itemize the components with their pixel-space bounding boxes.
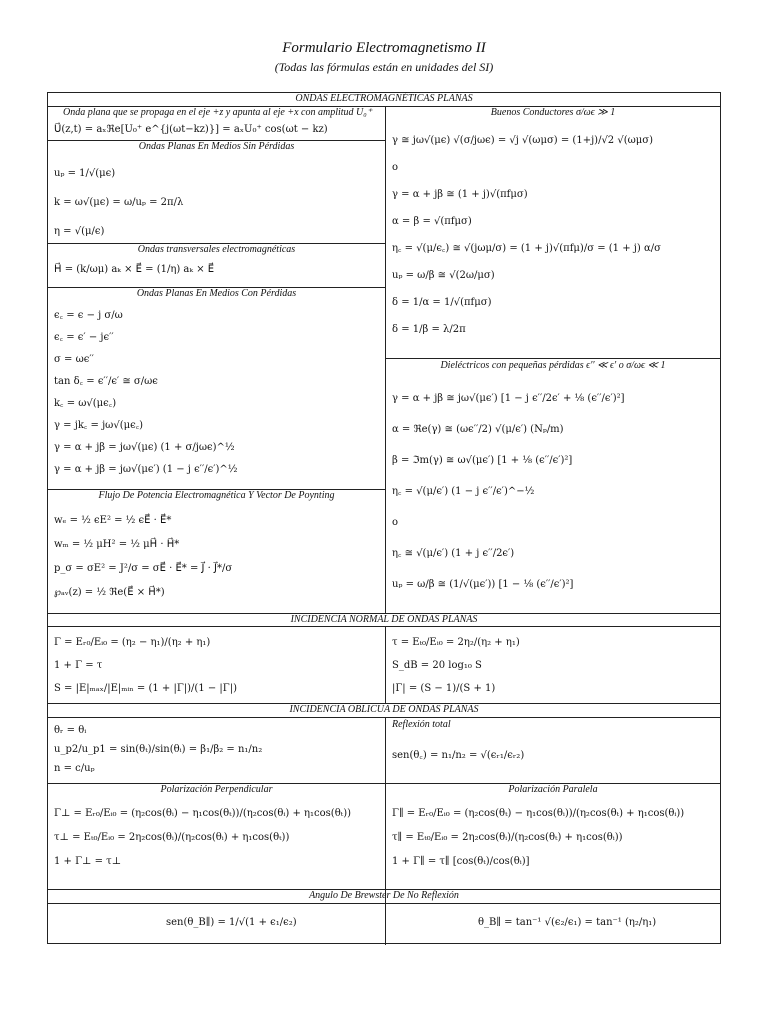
formula-line: Γ = Eᵣ₀/Eᵢ₀ = (η₂ − η₁)/(η₂ + η₁) <box>54 637 211 648</box>
formula-line: δ = 1/β = λ/2π <box>392 324 466 335</box>
formula-line: U⃗(z,t) = aₓℜe[U₀⁺ e^{j(ωt−kz)}] = aₓU₀⁺ cos(ωt − kz) <box>54 124 328 135</box>
formula-line: η = √(μ/ϵ) <box>54 226 105 237</box>
subhead-dielectricos: Dieléctricos con pequeñas pérdidas ϵ′′ ≪ ϵ′ o σ/ωϵ ≪ 1 <box>440 360 666 371</box>
formula-line: sen(θ꜀) = n₁/n₂ = √(ϵᵣ₁/ϵᵣ₂) <box>392 750 525 761</box>
document-title: Formulario Electromagnetismo II <box>282 40 486 56</box>
subhead-perpendicular: Polarización Perpendicular <box>160 784 273 795</box>
formula-group-poynting <box>54 509 232 605</box>
section-header-ondas: ONDAS ELECTROMAGNÉTICAS PLANAS <box>295 93 473 104</box>
subhead-paralela: Polarización Paralela <box>508 784 598 795</box>
formula-line: β = ℑm(γ) ≅ ω√(μϵ′) [1 + ⅛ (ϵ′′/ϵ′)²] <box>392 455 573 466</box>
formula-line: u_p2/u_p1 = sin(θₜ)/sin(θᵢ) = β₁/β₂ = n₁/n₂ <box>54 744 263 755</box>
formula-group-con-perdidas <box>54 305 237 481</box>
document-subtitle: (Todas las fórmulas están en unidades del SI) <box>274 60 494 74</box>
divider <box>385 358 720 359</box>
formula-line: δ = 1/α = 1/√(πfμσ) <box>392 297 492 308</box>
subhead-poynting: Flujo De Potencia Electromagnética Y Vector De Poynting <box>98 490 335 501</box>
formula-line: γ = jk꜀ = jω√(μϵ꜀) <box>54 420 144 431</box>
formula-line: γ ≅ jω√(μϵ) √(σ/jωϵ) = √j √(ωμσ) = (1+j)/√2 √(ωμσ) <box>392 135 654 146</box>
formula-line: σ = ωϵ′′ <box>54 354 94 365</box>
formula-group-brewster-left <box>166 916 297 929</box>
section-header-normal: INCIDENCIA NORMAL DE ONDAS PLANAS <box>290 614 478 625</box>
formula-line: τ⊥ = Eₜ₀/Eᵢ₀ = 2η₂cos(θᵢ)/(η₂cos(θᵢ) + η₁cos(θₜ)) <box>54 832 290 843</box>
divider <box>48 903 720 904</box>
formula-line: |Γ| = (S − 1)/(S + 1) <box>392 683 496 694</box>
subhead-reflexion-total: Reflexión total <box>392 719 451 730</box>
section-header-oblicua: INCIDENCIA OBLICUA DE ONDAS PLANAS <box>289 704 479 715</box>
formula-line: wₘ = ½ μH² = ½ μH⃗ · H⃗* <box>54 539 180 550</box>
subhead-transversales: Ondas transversales electromagnéticas <box>137 244 296 255</box>
formula-group-normal-right <box>392 631 520 700</box>
formula-line: p_σ = σE² = J²/σ = σE⃗ · E⃗* = J⃗ · J⃗*/σ <box>54 563 233 574</box>
subhead-sin-perdidas: Ondas Planas En Medios Sin Pérdidas <box>138 141 295 152</box>
formula-line: α = ℜe(γ) ≅ (ωϵ′′/2) √(μ/ϵ′) (Nₚ/m) <box>392 424 564 435</box>
formula-line: o <box>392 517 399 528</box>
formula-sheet <box>47 92 721 944</box>
formula-line: k = ω√(μϵ) = ω/uₚ = 2π/λ <box>54 197 184 208</box>
formula-line: H⃗ = (k/ωμ) aₖ × E⃗ = (1/η) aₖ × E⃗ <box>54 264 215 275</box>
formula-line: o <box>392 162 399 173</box>
formula-group-buenos-conductores <box>392 127 661 343</box>
formula-line: η꜀ ≅ √(μ/ϵ′) (1 + j ϵ′′/2ϵ′) <box>392 548 515 559</box>
formula-group-dielectricos <box>392 383 625 600</box>
formula-line: 1 + Γ⊥ = τ⊥ <box>54 856 122 867</box>
formula-line: η꜀ = √(μ/ϵ꜀) ≅ √(jωμ/σ) = (1 + j)√(πfμ)/σ = (1 + j) α/σ <box>392 243 661 254</box>
formula-line: α = β = √(πfμσ) <box>392 216 472 227</box>
column-divider <box>385 626 386 703</box>
formula-line: sen(θ_B∥) = 1/√(1 + ϵ₁/ϵ₂) <box>166 917 297 928</box>
formula-line: wₑ = ½ ϵE² = ½ ϵE⃗ · E⃗* <box>54 515 172 526</box>
formula-line: η꜀ = √(μ/ϵ′) (1 − j ϵ′′/ϵ′)^−½ <box>392 486 535 497</box>
formula-group-sin-perdidas <box>54 159 183 246</box>
subhead-con-perdidas: Ondas Planas En Medios Con Pérdidas <box>136 288 297 299</box>
formula-line: ϵ꜀ = ϵ′ − jϵ′′ <box>54 332 114 343</box>
formula-line: S_dB = 20 log₁₀ S <box>392 660 482 671</box>
formula-line: k꜀ = ω√(μϵ꜀) <box>54 398 117 409</box>
subhead-brewster: Angulo De Brewster De No Reflexión <box>309 890 459 901</box>
formula-line: θ_B∥ = tan⁻¹ √(ϵ₂/ϵ₁) = tan⁻¹ (η₂/η₁) <box>478 917 657 928</box>
subhead-buenos-conductores: Buenos Conductores σ/ωϵ ≫ 1 <box>490 107 616 118</box>
formula-group-normal-left <box>54 631 237 700</box>
formula-line: τ = Eₜ₀/Eᵢ₀ = 2η₂/(η₂ + η₁) <box>392 637 520 648</box>
formula-group-paralela <box>392 802 684 874</box>
formula-group-reflexion-total <box>392 749 524 762</box>
formula-line: θᵣ = θᵢ <box>54 725 87 736</box>
formula-line: ϵ꜀ = ϵ − j σ/ω <box>54 310 123 321</box>
formula-line: uₚ = ω/β ≅ √(2ω/μσ) <box>392 270 495 281</box>
subhead-onda-plana: Onda plana que se propaga en el eje +z y apunta al eje +x con amplitud U₀⁺ <box>62 107 373 118</box>
formula-line: 1 + Γ∥ = τ∥ [cos(θₜ)/cos(θᵢ)] <box>392 856 530 867</box>
formula-group-perpendicular <box>54 802 351 874</box>
formula-line: S = |E|ₘₐₓ/|E|ₘᵢₙ = (1 + |Γ|)/(1 − |Γ|) <box>54 683 237 694</box>
formula-line: uₚ = ω/β ≅ (1/√(μϵ′)) [1 − ⅛ (ϵ′′/ϵ′)²] <box>392 579 574 590</box>
formula-group-transversales <box>54 263 214 276</box>
formula-line: γ = α + jβ ≅ jω√(μϵ′) [1 − j ϵ′′/2ϵ′ + ⅛ (ϵ′′/ϵ′)²] <box>392 393 625 404</box>
divider <box>48 717 720 718</box>
divider <box>48 626 720 627</box>
column-divider <box>385 717 386 945</box>
formula-line: τ∥ = Eₜ₀/Eᵢ₀ = 2η₂cos(θᵢ)/(η₂cos(θₜ) + η₁cos(θᵢ)) <box>392 832 623 843</box>
formula-line: n = c/uₚ <box>54 763 95 774</box>
formula-group-onda-plana <box>54 123 328 136</box>
formula-line: tan δ꜀ = ϵ′′/ϵ′ ≅ σ/ωϵ <box>54 376 158 387</box>
formula-line: 1 + Γ = τ <box>54 660 103 671</box>
formula-line: Γ∥ = Eᵣ₀/Eᵢ₀ = (η₂cos(θₜ) − η₁cos(θᵢ))/(η₂cos(θₜ) + η₁cos(θᵢ)) <box>392 808 685 819</box>
formula-line: ℘ₐᵥ(z) = ½ ℜe(E⃗ × H⃗*) <box>54 587 165 598</box>
formula-line: uₚ = 1/√(μϵ) <box>54 168 116 179</box>
formula-line: γ = α + jβ = jω√(μϵ) (1 + σ/jωϵ)^½ <box>54 442 235 453</box>
formula-line: γ = α + jβ ≅ (1 + j)√(πfμσ) <box>392 189 528 200</box>
formula-group-brewster-right <box>478 916 656 929</box>
formula-group-oblicua-left <box>54 721 262 778</box>
formula-line: γ = α + jβ = jω√(μϵ′) (1 − j ϵ′′/ϵ′)^½ <box>54 464 238 475</box>
formula-line: Γ⊥ = Eᵣ₀/Eᵢ₀ = (η₂cos(θᵢ) − η₁cos(θₜ))/(η₂cos(θᵢ) + η₁cos(θₜ)) <box>54 808 351 819</box>
